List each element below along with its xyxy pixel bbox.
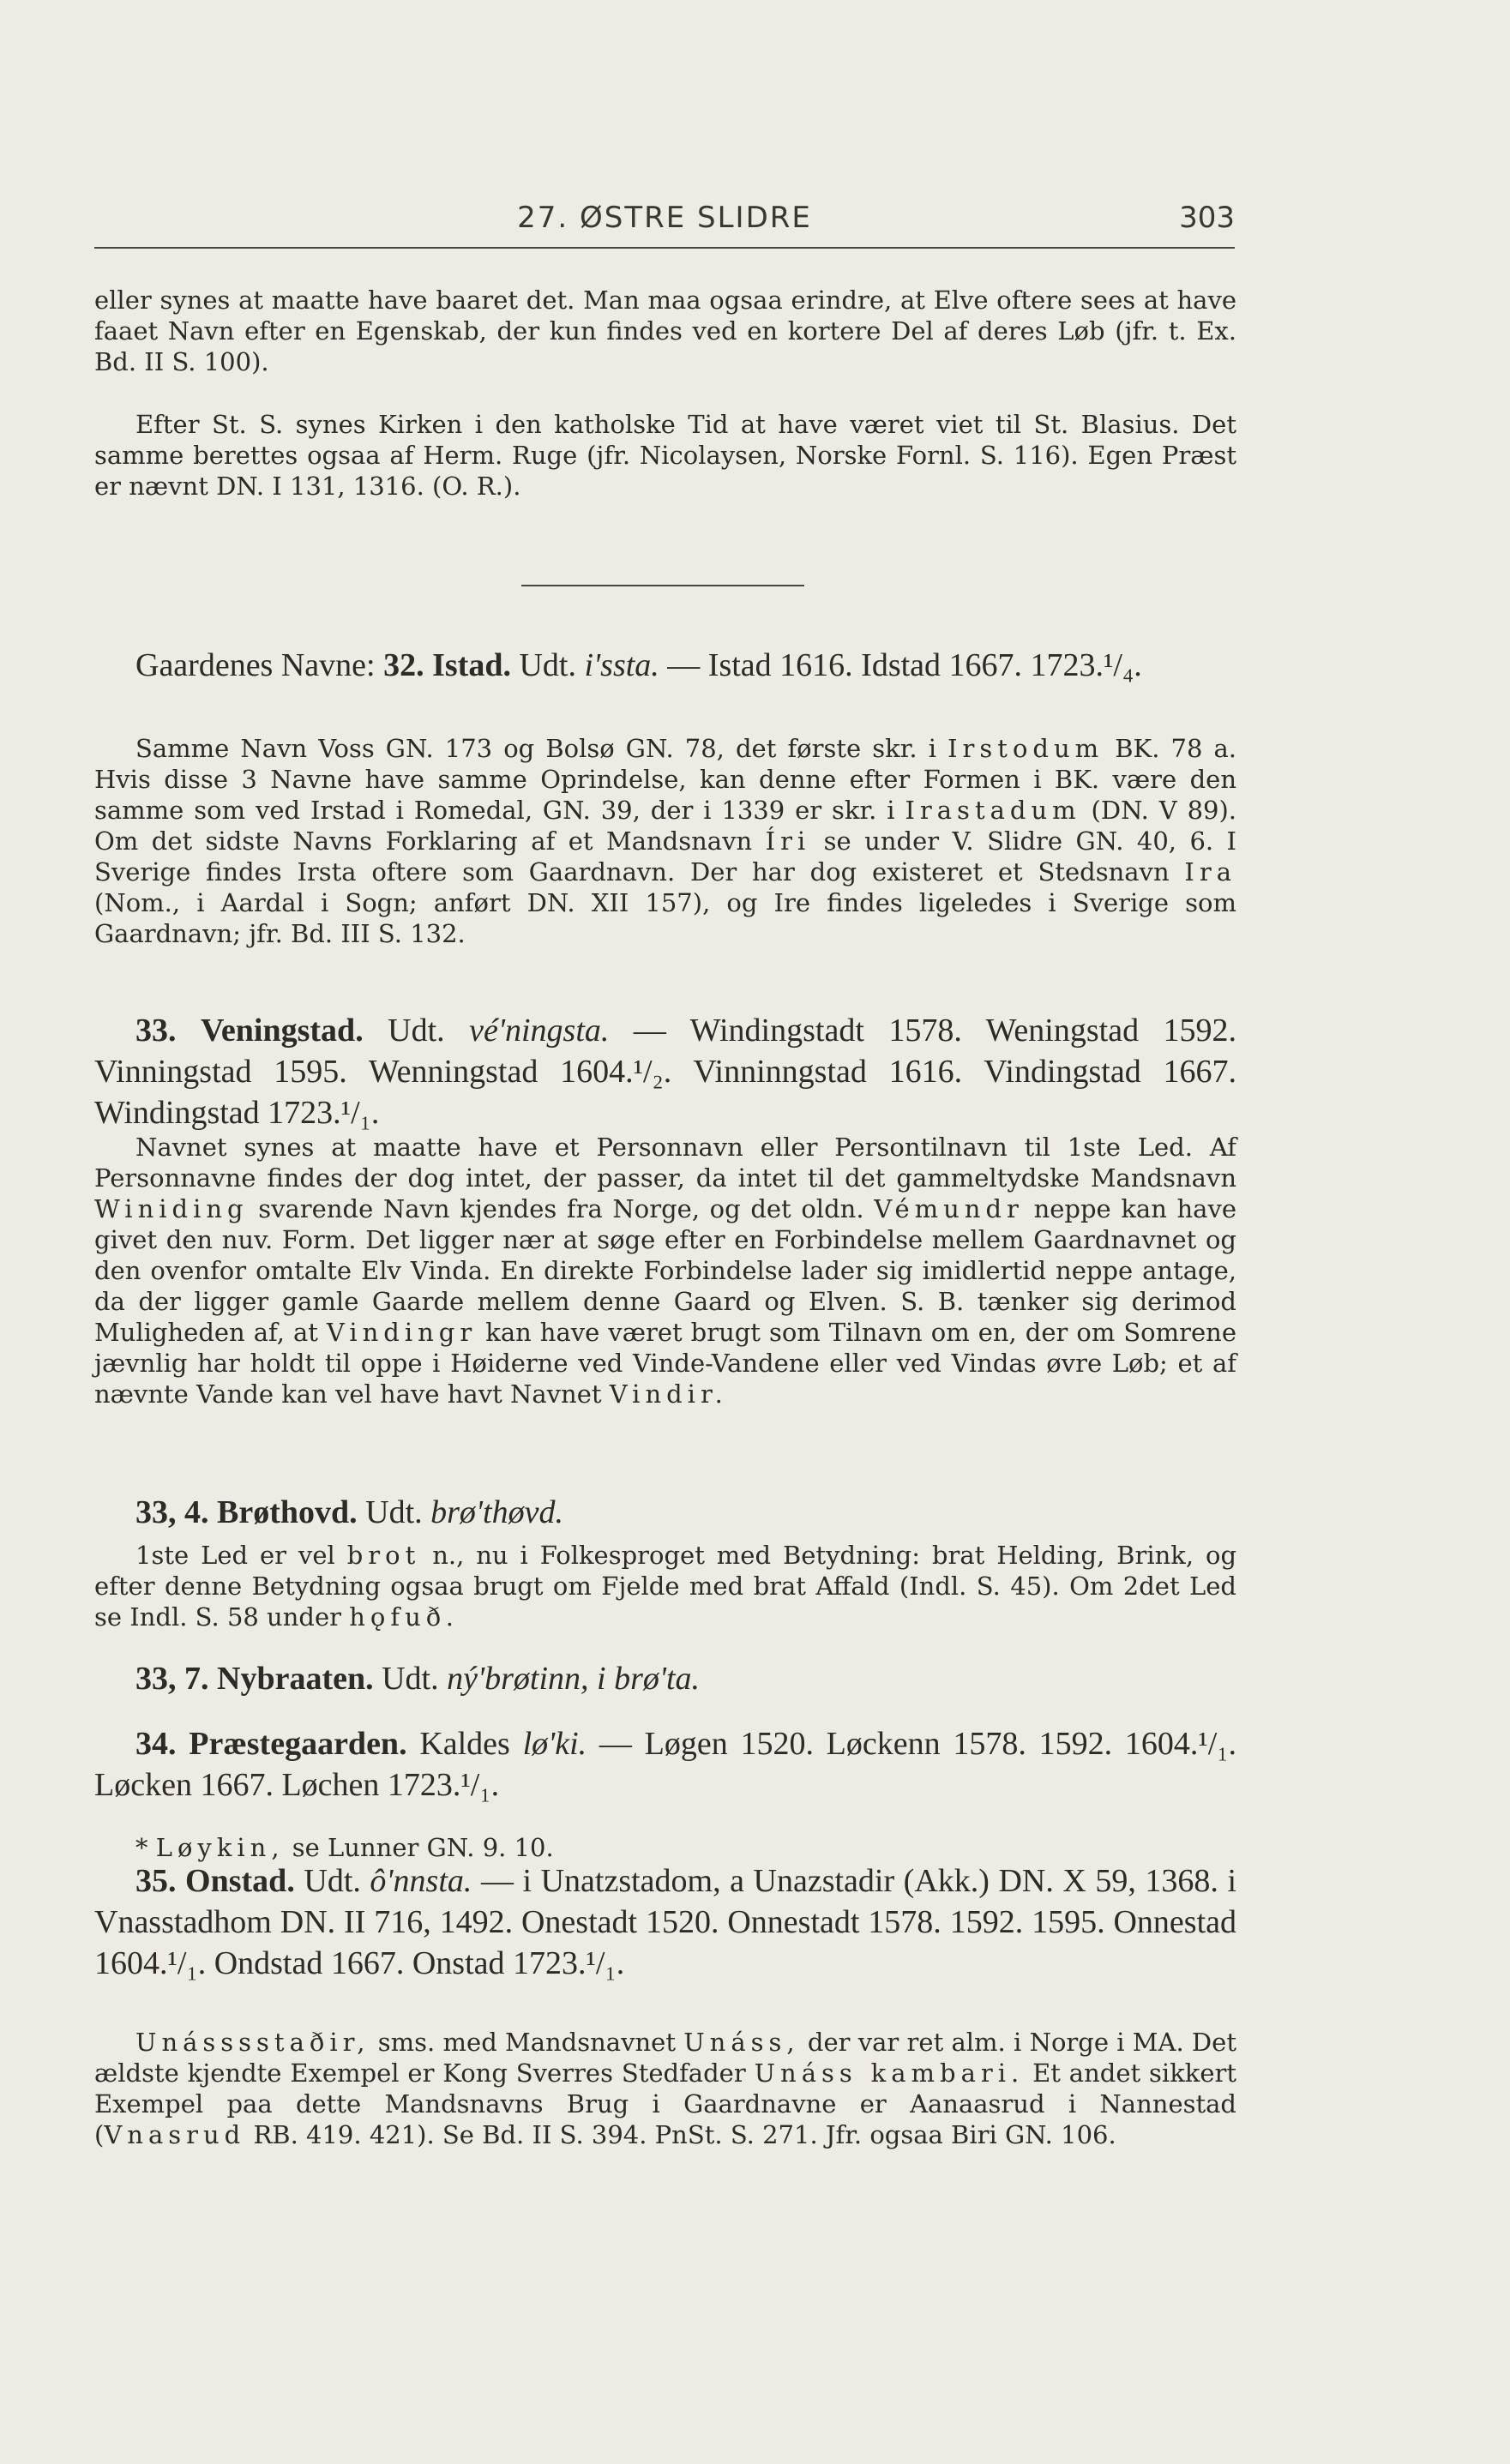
- spaced-word: Vindingr: [326, 1318, 478, 1347]
- entry-text: 1ste Led er vel: [135, 1541, 335, 1570]
- entry-number: 33, 4.: [135, 1494, 209, 1530]
- entry-text: der var ret alm. i Norge i MA. Det ældste kjendte Exempel er Kong Sverres Stedfader: [94, 2028, 1236, 2088]
- church-paragraph: [94, 409, 1236, 502]
- spaced-word: Unáss kambari.: [754, 2058, 1025, 2088]
- entry-35-text: [94, 2027, 1236, 2150]
- farm-name: Onstad.: [185, 1863, 295, 1899]
- udt-label: Udt.: [382, 1661, 439, 1697]
- footnote-mark: *: [135, 1833, 148, 1862]
- pronunciation: lø'ki.: [522, 1726, 587, 1762]
- intro-text: eller synes at maatte have baaret det. Man maa ogsaa erindre, at Elve oftere sees at have faaet Navn efter en Egenskab, der kun findes ved en kortere Del af deres Løb (jfr. t. Ex. Bd. II S. 100).: [94, 285, 1236, 376]
- spaced-word: Vindir.: [609, 1379, 728, 1409]
- entry-34-heading: [94, 1723, 1236, 1806]
- entry-32-heading: [94, 645, 1236, 686]
- historic-forms: — Løgen 1520. Løckenn 1578. 1592. 1604.¹/₁. Løcken 1667. Løchen 1723.¹/₁.: [94, 1726, 1237, 1803]
- spaced-word: Winiding: [94, 1194, 249, 1223]
- historic-forms: — i Unatzstadom, a Unazstadir (Akk.) DN. X 59, 1368. i Vnasstadhom DN. II 716, 1492. Onestadt 1520. Onnestadt 1578. 1592. 1595. Onnestad 1604.¹/₁. Ondstad 1667. Onstad 1723.¹/₁.: [94, 1863, 1237, 1981]
- pronunciation: vé'ningsta.: [469, 1013, 610, 1049]
- farm-name: Præstegaarden.: [189, 1726, 407, 1762]
- footnote-text: se Lunner GN. 9. 10.: [292, 1833, 554, 1862]
- spaced-word: Íri: [765, 826, 811, 856]
- page-number: 303: [1179, 201, 1235, 235]
- spaced-word: Løykin,: [155, 1833, 285, 1862]
- entry-text: sms. med Mandsnavnet: [377, 2028, 676, 2057]
- entry-number: 32.: [383, 647, 424, 683]
- spaced-word: Irstodum: [948, 734, 1104, 763]
- entry-33-text: [94, 1132, 1236, 1409]
- page-header: [94, 194, 1235, 249]
- udt-label: Udt.: [304, 1863, 361, 1899]
- pronunciation: i'ssta.: [584, 647, 659, 683]
- entry-text: Samme Navn Voss GN. 173 og Bolsø GN. 78, det første skr. i: [135, 734, 936, 763]
- farm-name: Veningstad.: [200, 1013, 364, 1049]
- spaced-word: Ira: [1184, 857, 1237, 886]
- entry-text: RB. 419. 421). Se Bd. II S. 394. PnSt. S. 271. Jfr. ogsaa Biri GN. 106.: [253, 2120, 1116, 2149]
- entry-35-heading: [94, 1860, 1236, 1984]
- entry-text: Navnet synes at maatte have et Personnavn eller Persontilnavn til 1ste Led. Af Personnavne findes der dog intet, der passer, da intet til det gammeltydske Mandsnavn: [94, 1133, 1236, 1193]
- entry-text: Et andet sikkert Exempel paa dette Mandsnavns Brug i Gaardnavne er Aanaasrud i Nannestad (: [94, 2058, 1237, 2149]
- spaced-word: Vnasrud: [104, 2120, 246, 2149]
- kaldes-label: Kaldes: [419, 1726, 510, 1762]
- section-divider: [521, 585, 804, 586]
- entry-33-heading: [94, 1010, 1236, 1133]
- entry-33-7-heading: [94, 1658, 1236, 1699]
- udt-label: Udt.: [365, 1494, 423, 1530]
- entry-text: BK. 78 a. Hvis disse 3 Navne have samme Oprindelse, kan denne efter Formen i BK. være den samme som ved Irstad i Romedal, GN. 39, der i 1339 er skr. i: [94, 734, 1237, 825]
- intro-paragraph: [94, 285, 1236, 377]
- farm-name: Istad.: [432, 647, 511, 683]
- church-text: Efter St. S. synes Kirken i den katholske Tid at have været viet til St. Blasius. Det samme berettes ogsaa af Herm. Ruge (jfr. Nicolaysen, Norske Fornl. S. 116). Egen Præst er nævnt DN. I 131, 1316. (O. R.).: [94, 410, 1236, 501]
- spaced-word: Irastadum: [905, 796, 1081, 825]
- entry-text: kan have været brugt som Tilnavn om en, der om Somrene jævnlig har holdt til oppe i Høiderne ved Vinde-Vandene eller ved Vindas øvre Løb; et af nævnte Vande kan vel have havt Navnet: [94, 1318, 1237, 1409]
- pronunciation: ný'brøtinn, i brø'ta.: [447, 1661, 701, 1697]
- pronunciation: brø'thøvd.: [430, 1494, 563, 1530]
- historic-forms: — Windingstadt 1578. Weningstad 1592. Vinningstad 1595. Wenningstad 1604.¹/₂. Vinninngstad 1616. Vindingstad 1667. Windingstad 1723.¹/₁.: [94, 1013, 1237, 1131]
- entry-text: svarende Navn kjendes fra Norge, og det oldn.: [258, 1194, 864, 1223]
- section-lead: Gaardenes Navne:: [135, 647, 376, 683]
- entry-text: se under V. Slidre GN. 40, 6. I Sverige findes Irsta oftere som Gaardnavn. Der har dog existeret et Stedsnavn: [94, 826, 1237, 886]
- entry-text: (DN. V 89). Om det sidste Navns Forklaring af et Mandsnavn: [94, 796, 1237, 856]
- entry-text: neppe kan have givet den nuv. Form. Det ligger nær at søge efter en Forbindelse mellem Gaardnavnet og den ovenfor omtalte Elv Vinda. En direkte Forbindelse lader sig imidlertid neppe antage, da der ligger gamle Gaarde mellem denne Gaard og Elven. S. B. tænker sig derimod Muligheden af, at: [94, 1194, 1237, 1347]
- udt-label: Udt.: [388, 1013, 445, 1049]
- farm-name: Nybraaten.: [217, 1661, 374, 1697]
- spaced-word: brot: [346, 1541, 421, 1570]
- running-title: 27. ØSTRE SLIDRE: [517, 201, 812, 235]
- udt-label: Udt.: [519, 647, 576, 683]
- entry-number: 35.: [135, 1863, 177, 1899]
- spaced-word: Unásssstaðir,: [135, 2028, 370, 2057]
- entry-number: 33, 7.: [135, 1661, 209, 1697]
- entry-text: n., nu i Folkesproget med Betydning: brat Helding, Brink, og efter denne Betydning ogsaa brugt om Fjelde med brat Affald (Indl. S. 45). Om 2det Led se Indl. S. 58 under: [94, 1541, 1237, 1632]
- entry-33-4-heading: [94, 1492, 1236, 1533]
- entry-33-4-text: [94, 1540, 1236, 1632]
- spaced-word: Unáss,: [683, 2028, 800, 2057]
- farm-name: Brøthovd.: [217, 1494, 358, 1530]
- spaced-word: hǫfuð.: [349, 1602, 459, 1632]
- entry-number: 33.: [135, 1013, 177, 1049]
- entry-32-text: [94, 733, 1236, 949]
- entry-number: 34.: [135, 1726, 177, 1762]
- historic-forms: — Istad 1616. Idstad 1667. 1723.¹/₄.: [667, 647, 1142, 683]
- spaced-word: Vémundr: [874, 1194, 1024, 1223]
- pronunciation: ô'nnsta.: [370, 1863, 472, 1899]
- entry-text: (Nom., i Aardal i Sogn; anført DN. XII 157), og Ire findes ligeledes i Sverige som Gaardnavn; jfr. Bd. III S. 132.: [94, 888, 1236, 948]
